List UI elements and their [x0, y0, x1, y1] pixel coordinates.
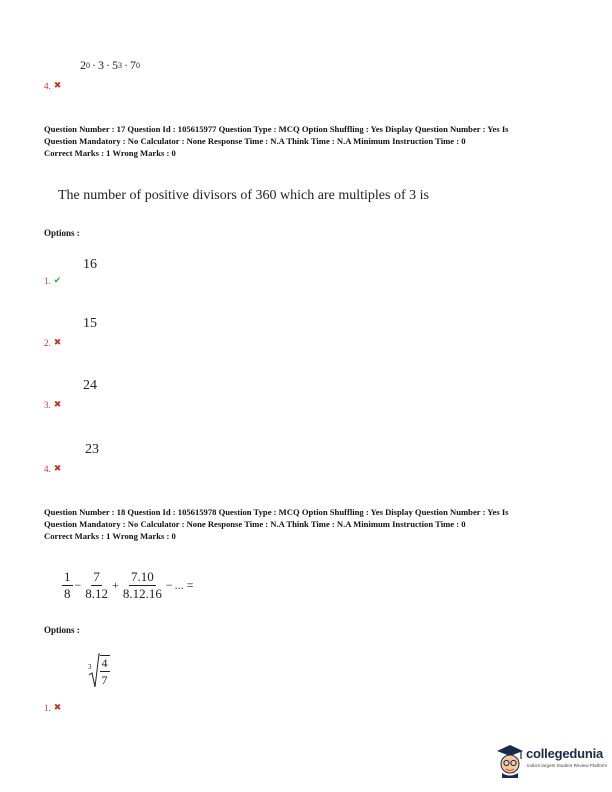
q17-option-2	[44, 337, 61, 348]
wrong-mark-icon: ✖	[53, 399, 62, 409]
q17-option-3	[44, 399, 61, 410]
fraction	[100, 655, 110, 687]
wrong-mark-icon: ✖	[53, 702, 62, 712]
exponent: 3	[118, 61, 122, 70]
logo-tagline: India's largest Student Review Platform	[527, 763, 608, 768]
q18-expression	[62, 570, 193, 601]
radical-sign-icon	[88, 653, 100, 689]
q18-metadata	[44, 506, 584, 543]
numerator: 7	[93, 569, 100, 584]
q18-option-1-value	[88, 653, 110, 689]
wrong-mark-icon: ✖	[53, 463, 62, 473]
base: 7	[130, 58, 136, 72]
meta-line: Question Mandatory : No Calculator : None Response Time : N.A Think Time : N.A Minimum Instruction Time : 0	[44, 136, 466, 147]
q18-option-1	[44, 702, 61, 713]
wrong-mark-icon: ✖	[53, 337, 62, 347]
q17-option-1-value: 16	[83, 257, 97, 272]
denominator: 8	[64, 586, 71, 601]
meta-line: Correct Marks : 1 Wrong Marks : 0	[44, 531, 176, 542]
correct-mark-icon: ✔	[53, 275, 62, 285]
q17-text: The number of positive divisors of 360 which are multiples of 3 is	[58, 188, 429, 203]
q17-option-2-value: 15	[83, 316, 97, 331]
operator: ·	[124, 58, 128, 72]
denominator: 8.12.16	[122, 586, 162, 601]
q17-option-1	[44, 275, 61, 286]
numerator: 1	[64, 569, 71, 584]
base: 3	[98, 58, 104, 72]
expression-tail: ... =	[174, 578, 194, 592]
operator: +	[112, 578, 119, 592]
fraction	[121, 570, 164, 601]
fraction	[83, 570, 110, 601]
exponent: 0	[136, 61, 140, 70]
exponent: 0	[86, 61, 90, 70]
option-number: 4.	[44, 80, 51, 91]
option-number: 3.	[44, 399, 51, 410]
numerator: 7.10	[130, 569, 154, 584]
base: 2	[80, 58, 86, 72]
operator: ·	[92, 58, 96, 72]
meta-line: Question Number : 18 Question Id : 105615978 Question Type : MCQ Option Shuffling : Yes Display Question Number : Yes Is	[44, 507, 509, 517]
option-number: 2.	[44, 337, 51, 348]
wrong-mark-icon: ✖	[53, 80, 62, 90]
operator: ·	[106, 58, 110, 72]
denominator: 8.12	[85, 586, 109, 601]
base: 5	[112, 58, 118, 72]
prev-expression	[80, 58, 140, 73]
fraction	[62, 570, 73, 601]
meta-line: Question Mandatory : No Calculator : None Response Time : N.A Think Time : N.A Minimum Instruction Time : 0	[44, 519, 466, 530]
meta-line: Question Number : 17 Question Id : 105615977 Question Type : MCQ Option Shuffling : Yes Display Question Number : Yes Is	[44, 124, 509, 134]
option-number: 4.	[44, 463, 51, 474]
q17-option-3-value: 24	[83, 378, 97, 393]
graduate-mascot-icon	[495, 742, 525, 778]
q18-options-label: Options :	[44, 625, 80, 635]
q17-metadata	[44, 123, 584, 160]
option-number: 1.	[44, 275, 51, 286]
denominator: 7	[101, 673, 108, 687]
meta-line: Correct Marks : 1 Wrong Marks : 0	[44, 148, 176, 159]
root-index: 3	[88, 663, 92, 671]
q17-option-4-value: 23	[85, 442, 99, 457]
operator: −	[74, 578, 82, 592]
collegedunia-logo	[495, 742, 607, 778]
operator: −	[165, 578, 173, 592]
q17-option-4	[44, 463, 61, 474]
q17-options-label: Options :	[44, 228, 80, 238]
prev-option-4	[44, 80, 61, 91]
numerator: 4	[101, 656, 108, 670]
option-number: 1.	[44, 702, 51, 713]
logo-name: collegedunia	[526, 746, 604, 761]
